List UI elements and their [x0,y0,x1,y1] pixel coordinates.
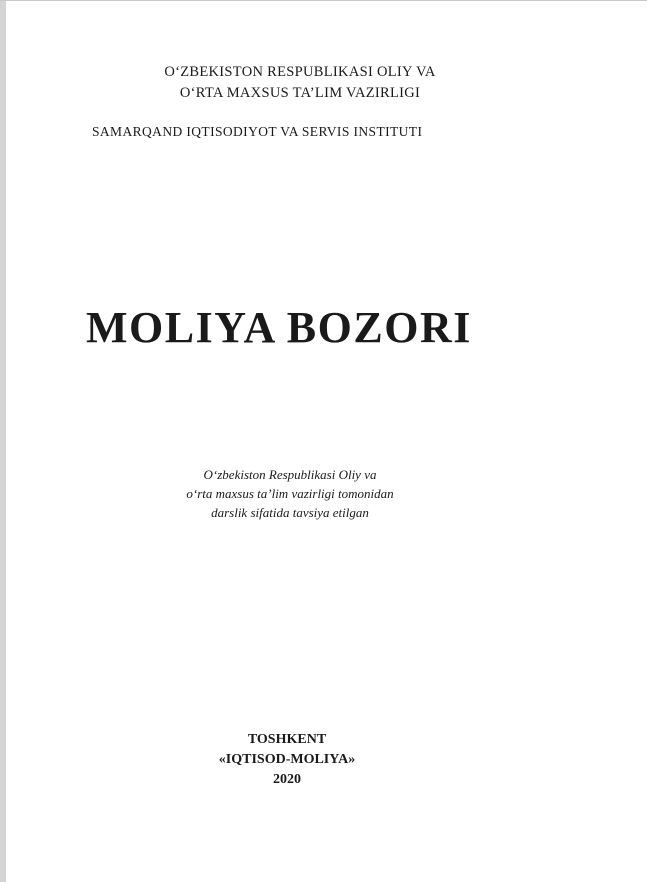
recommendation-line-3: darslik sifatida tavsiya etilgan [211,505,369,520]
imprint-city: TOSHKENT [247,732,327,747]
page-top-edge [0,0,647,1]
recommendation-line-1: O‘zbekiston Respublikasi Oliy va [203,467,377,482]
imprint-year: 2020 [273,772,301,787]
ministry-heading [0,62,600,104]
recommendation-line-2: o‘rta maxsus ta’lim vazirligi tomonidan [186,486,394,501]
book-title: MOLIYA BOZORI [86,303,472,352]
ministry-line-1: O‘ZBEKISTON RESPUBLIKASI OLIY VA [164,64,436,80]
recommendation-note [0,465,580,522]
institute-name: SAMARQAND IQTISODIYOT VA SERVIS INSTITUTI [92,124,423,139]
imprint-publisher: «IQTISOD-MOLIYA» [218,752,356,767]
ministry-line-2: O‘RTA MAXSUS TA’LIM VAZIRLIGI [179,85,421,101]
imprint [0,730,574,790]
